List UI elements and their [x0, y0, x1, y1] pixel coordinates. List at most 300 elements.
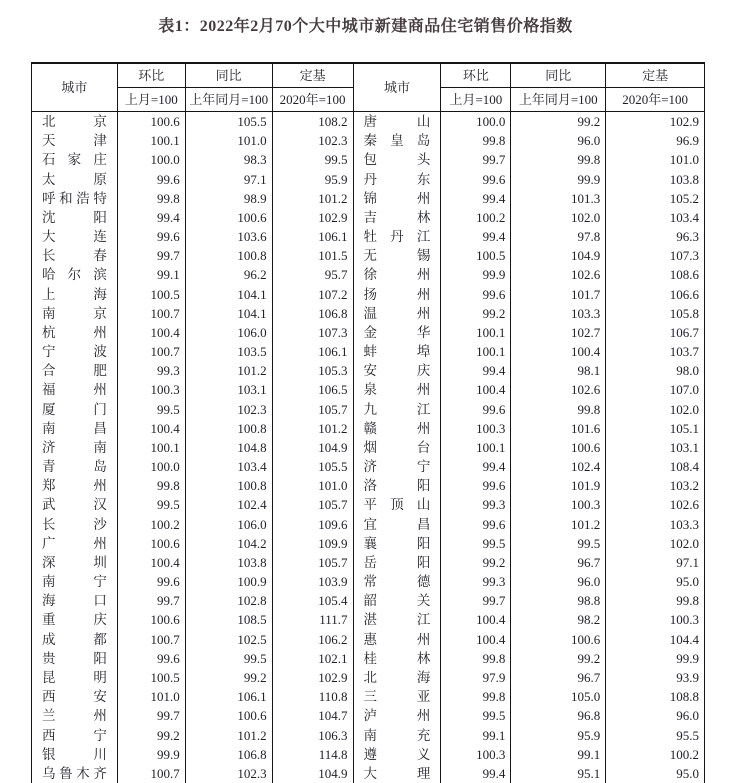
base-value-left: 103.9: [272, 572, 353, 591]
base-value-left: 105.7: [272, 400, 353, 419]
table-row: [32, 687, 705, 706]
city-name-right: 秦皇岛: [353, 131, 441, 150]
mom-value-left: 100.5: [117, 285, 185, 304]
mom-value-left: 100.0: [117, 150, 185, 169]
city-name-right: 蚌埠: [353, 342, 441, 361]
base-value-right: 95.0: [606, 572, 705, 591]
table-row: [32, 610, 705, 629]
base-value-left: 105.7: [272, 495, 353, 514]
city-name-right: 九江: [353, 400, 441, 419]
base-value-left: 111.7: [272, 610, 353, 629]
city-name-left: 成都: [32, 630, 118, 649]
subheader-base-right: 2020年=100: [606, 88, 705, 112]
city-name-right: 洛阳: [353, 476, 441, 495]
table-row: [32, 515, 705, 534]
yoy-value-left: 106.0: [185, 323, 272, 342]
base-value-right: 103.1: [606, 438, 705, 457]
city-name-left: 南昌: [32, 419, 118, 438]
yoy-value-right: 100.3: [511, 495, 606, 514]
table-row: [32, 495, 705, 514]
yoy-value-right: 96.7: [511, 668, 606, 687]
mom-value-right: 99.8: [441, 131, 511, 150]
mom-value-right: 99.6: [441, 400, 511, 419]
yoy-value-right: 98.8: [511, 591, 606, 610]
base-value-left: 106.3: [272, 726, 353, 745]
yoy-value-right: 96.7: [511, 553, 606, 572]
city-name-right: 扬州: [353, 285, 441, 304]
yoy-value-left: 104.1: [185, 304, 272, 323]
base-value-right: 101.0: [606, 150, 705, 169]
yoy-value-right: 99.5: [511, 534, 606, 553]
mom-value-left: 100.3: [117, 380, 185, 399]
yoy-value-left: 106.8: [185, 745, 272, 764]
yoy-value-left: 101.0: [185, 131, 272, 150]
table-row: [32, 150, 705, 169]
city-name-left: 贵阳: [32, 649, 118, 668]
yoy-value-right: 104.9: [511, 246, 606, 265]
base-value-right: 95.0: [606, 764, 705, 783]
base-value-left: 102.9: [272, 668, 353, 687]
yoy-value-right: 98.1: [511, 361, 606, 380]
yoy-value-right: 103.3: [511, 304, 606, 323]
base-value-left: 101.0: [272, 476, 353, 495]
city-name-left: 哈尔滨: [32, 265, 118, 284]
base-value-left: 114.8: [272, 745, 353, 764]
table-row: [32, 170, 705, 189]
base-value-right: 106.6: [606, 285, 705, 304]
yoy-value-right: 102.0: [511, 208, 606, 227]
city-name-right: 泸州: [353, 706, 441, 725]
mom-value-left: 100.4: [117, 553, 185, 572]
base-value-left: 95.7: [272, 265, 353, 284]
yoy-value-left: 103.8: [185, 553, 272, 572]
city-name-left: 昆明: [32, 668, 118, 687]
header-yoy-right: 同比: [511, 63, 606, 88]
mom-value-left: 99.1: [117, 265, 185, 284]
city-name-right: 金华: [353, 323, 441, 342]
table-row: [32, 304, 705, 323]
header-row-main: [32, 63, 705, 88]
table-row: [32, 438, 705, 457]
base-value-left: 105.3: [272, 361, 353, 380]
yoy-value-left: 104.1: [185, 285, 272, 304]
city-name-left: 长沙: [32, 515, 118, 534]
mom-value-left: 99.9: [117, 745, 185, 764]
city-name-right: 南充: [353, 726, 441, 745]
table-row: [32, 764, 705, 783]
yoy-value-left: 106.1: [185, 687, 272, 706]
table-row: [32, 630, 705, 649]
mom-value-left: 100.7: [117, 342, 185, 361]
base-value-left: 108.2: [272, 112, 353, 132]
city-name-left: 重庆: [32, 610, 118, 629]
yoy-value-left: 103.6: [185, 227, 272, 246]
base-value-left: 109.9: [272, 534, 353, 553]
base-value-right: 102.0: [606, 400, 705, 419]
yoy-value-right: 98.2: [511, 610, 606, 629]
mom-value-left: 99.5: [117, 495, 185, 514]
subheader-mom-right: 上月=100: [441, 88, 511, 112]
yoy-value-right: 95.1: [511, 764, 606, 783]
mom-value-left: 99.6: [117, 649, 185, 668]
yoy-value-right: 96.0: [511, 131, 606, 150]
city-name-left: 杭州: [32, 323, 118, 342]
table-row: [32, 361, 705, 380]
mom-value-left: 99.7: [117, 246, 185, 265]
yoy-value-right: 101.9: [511, 476, 606, 495]
table-row: [32, 400, 705, 419]
mom-value-left: 99.4: [117, 208, 185, 227]
header-yoy-left: 同比: [185, 63, 272, 88]
yoy-value-right: 99.2: [511, 112, 606, 132]
city-name-right: 丹东: [353, 170, 441, 189]
base-value-left: 102.1: [272, 649, 353, 668]
mom-value-left: 100.1: [117, 131, 185, 150]
yoy-value-left: 100.8: [185, 246, 272, 265]
yoy-value-right: 101.3: [511, 189, 606, 208]
table-row: [32, 323, 705, 342]
base-value-right: 95.5: [606, 726, 705, 745]
city-name-right: 襄阳: [353, 534, 441, 553]
yoy-value-right: 102.4: [511, 457, 606, 476]
mom-value-left: 100.0: [117, 457, 185, 476]
base-value-left: 102.9: [272, 208, 353, 227]
yoy-value-right: 102.6: [511, 380, 606, 399]
yoy-value-left: 99.2: [185, 668, 272, 687]
base-value-left: 104.7: [272, 706, 353, 725]
base-value-right: 93.9: [606, 668, 705, 687]
mom-value-right: 99.2: [441, 304, 511, 323]
mom-value-right: 99.5: [441, 706, 511, 725]
yoy-value-left: 102.8: [185, 591, 272, 610]
city-name-left: 南宁: [32, 572, 118, 591]
base-value-right: 100.2: [606, 745, 705, 764]
city-name-right: 泉州: [353, 380, 441, 399]
mom-value-right: 99.8: [441, 649, 511, 668]
yoy-value-right: 100.6: [511, 438, 606, 457]
base-value-left: 95.9: [272, 170, 353, 189]
mom-value-left: 99.3: [117, 361, 185, 380]
mom-value-left: 99.2: [117, 726, 185, 745]
yoy-value-right: 101.2: [511, 515, 606, 534]
yoy-value-left: 96.2: [185, 265, 272, 284]
mom-value-right: 100.5: [441, 246, 511, 265]
table-row: [32, 553, 705, 572]
city-name-right: 锦州: [353, 189, 441, 208]
mom-value-right: 99.4: [441, 189, 511, 208]
table-row: [32, 419, 705, 438]
yoy-value-left: 101.2: [185, 361, 272, 380]
mom-value-right: 99.9: [441, 265, 511, 284]
city-name-left: 郑州: [32, 476, 118, 495]
table-row: [32, 112, 705, 132]
base-value-left: 105.4: [272, 591, 353, 610]
base-value-right: 105.1: [606, 419, 705, 438]
base-value-left: 109.6: [272, 515, 353, 534]
mom-value-left: 99.6: [117, 572, 185, 591]
base-value-left: 101.2: [272, 189, 353, 208]
yoy-value-left: 103.1: [185, 380, 272, 399]
base-value-left: 106.8: [272, 304, 353, 323]
yoy-value-right: 96.8: [511, 706, 606, 725]
mom-value-right: 99.4: [441, 764, 511, 783]
table-row: [32, 227, 705, 246]
yoy-value-right: 99.9: [511, 170, 606, 189]
yoy-value-left: 100.6: [185, 208, 272, 227]
table-row: [32, 246, 705, 265]
mom-value-left: 100.5: [117, 668, 185, 687]
mom-value-right: 99.6: [441, 515, 511, 534]
mom-value-left: 100.7: [117, 764, 185, 783]
yoy-value-left: 101.2: [185, 726, 272, 745]
city-name-right: 宜昌: [353, 515, 441, 534]
city-name-left: 北京: [32, 112, 118, 132]
city-name-right: 遵义: [353, 745, 441, 764]
mom-value-right: 99.4: [441, 227, 511, 246]
base-value-right: 103.3: [606, 515, 705, 534]
mom-value-right: 99.2: [441, 553, 511, 572]
mom-value-right: 100.4: [441, 610, 511, 629]
base-value-right: 96.9: [606, 131, 705, 150]
yoy-value-right: 101.6: [511, 419, 606, 438]
city-name-left: 海口: [32, 591, 118, 610]
base-value-left: 107.3: [272, 323, 353, 342]
base-value-right: 106.7: [606, 323, 705, 342]
city-name-left: 武汉: [32, 495, 118, 514]
city-name-right: 吉林: [353, 208, 441, 227]
base-value-right: 100.3: [606, 610, 705, 629]
yoy-value-left: 103.4: [185, 457, 272, 476]
subheader-yoy-right: 上年同月=100: [511, 88, 606, 112]
mom-value-left: 100.4: [117, 419, 185, 438]
city-name-right: 包头: [353, 150, 441, 169]
mom-value-left: 99.7: [117, 591, 185, 610]
table-row: [32, 342, 705, 361]
yoy-value-left: 98.9: [185, 189, 272, 208]
city-name-right: 惠州: [353, 630, 441, 649]
mom-value-right: 97.9: [441, 668, 511, 687]
table-row: [32, 476, 705, 495]
mom-value-left: 100.7: [117, 304, 185, 323]
yoy-value-left: 102.3: [185, 764, 272, 783]
mom-value-left: 100.4: [117, 323, 185, 342]
mom-value-left: 99.8: [117, 476, 185, 495]
yoy-value-left: 104.2: [185, 534, 272, 553]
base-value-left: 104.9: [272, 438, 353, 457]
city-name-right: 温州: [353, 304, 441, 323]
city-name-left: 福州: [32, 380, 118, 399]
mom-value-right: 99.6: [441, 285, 511, 304]
city-name-left: 长春: [32, 246, 118, 265]
city-name-left: 宁波: [32, 342, 118, 361]
yoy-value-left: 108.5: [185, 610, 272, 629]
base-value-left: 102.3: [272, 131, 353, 150]
yoy-value-right: 99.2: [511, 649, 606, 668]
yoy-value-left: 100.8: [185, 419, 272, 438]
table-row: [32, 668, 705, 687]
base-value-right: 104.4: [606, 630, 705, 649]
table-row: [32, 380, 705, 399]
base-value-right: 97.1: [606, 553, 705, 572]
yoy-value-left: 100.8: [185, 476, 272, 495]
base-value-left: 107.2: [272, 285, 353, 304]
city-name-left: 石家庄: [32, 150, 118, 169]
yoy-value-left: 103.5: [185, 342, 272, 361]
mom-value-right: 99.1: [441, 726, 511, 745]
city-name-right: 济宁: [353, 457, 441, 476]
mom-value-right: 100.1: [441, 438, 511, 457]
yoy-value-right: 100.6: [511, 630, 606, 649]
city-name-left: 上海: [32, 285, 118, 304]
base-value-left: 106.1: [272, 227, 353, 246]
city-name-left: 乌鲁木齐: [32, 764, 118, 783]
mom-value-left: 99.7: [117, 706, 185, 725]
table-row: [32, 534, 705, 553]
base-value-right: 102.9: [606, 112, 705, 132]
yoy-value-right: 102.7: [511, 323, 606, 342]
mom-value-right: 99.6: [441, 476, 511, 495]
header-city-right: 城市: [353, 63, 441, 112]
yoy-value-right: 97.8: [511, 227, 606, 246]
table-body: [32, 112, 705, 783]
header-mom-left: 环比: [117, 63, 185, 88]
mom-value-left: 100.2: [117, 515, 185, 534]
base-value-right: 99.9: [606, 649, 705, 668]
city-name-left: 厦门: [32, 400, 118, 419]
base-value-right: 103.2: [606, 476, 705, 495]
base-value-right: 107.3: [606, 246, 705, 265]
yoy-value-right: 102.6: [511, 265, 606, 284]
base-value-right: 107.0: [606, 380, 705, 399]
mom-value-left: 99.6: [117, 170, 185, 189]
mom-value-left: 100.7: [117, 630, 185, 649]
table-header: [32, 63, 705, 112]
table-row: [32, 591, 705, 610]
city-name-left: 太原: [32, 170, 118, 189]
city-name-right: 赣州: [353, 419, 441, 438]
mom-value-right: 99.4: [441, 457, 511, 476]
mom-value-left: 100.6: [117, 112, 185, 132]
yoy-value-left: 97.1: [185, 170, 272, 189]
base-value-right: 103.8: [606, 170, 705, 189]
mom-value-left: 101.0: [117, 687, 185, 706]
yoy-value-right: 101.7: [511, 285, 606, 304]
yoy-value-left: 99.5: [185, 649, 272, 668]
table-title: 表1：2022年2月70个大中城市新建商品住宅销售价格指数: [158, 18, 573, 35]
mom-value-right: 99.8: [441, 687, 511, 706]
yoy-value-left: 102.5: [185, 630, 272, 649]
header-base-left: 定基: [272, 63, 353, 88]
city-name-right: 平顶山: [353, 495, 441, 514]
mom-value-left: 100.1: [117, 438, 185, 457]
mom-value-right: 100.3: [441, 419, 511, 438]
city-name-right: 韶关: [353, 591, 441, 610]
header-mom-right: 环比: [441, 63, 511, 88]
city-name-left: 大连: [32, 227, 118, 246]
yoy-value-right: 105.0: [511, 687, 606, 706]
table-row: [32, 649, 705, 668]
yoy-value-right: 99.8: [511, 150, 606, 169]
yoy-value-right: 95.9: [511, 726, 606, 745]
yoy-value-left: 102.3: [185, 400, 272, 419]
header-base-right: 定基: [606, 63, 705, 88]
base-value-left: 110.8: [272, 687, 353, 706]
city-name-left: 西安: [32, 687, 118, 706]
city-name-right: 大理: [353, 764, 441, 783]
base-value-right: 103.7: [606, 342, 705, 361]
city-name-right: 常德: [353, 572, 441, 591]
mom-value-right: 100.1: [441, 323, 511, 342]
base-value-right: 105.2: [606, 189, 705, 208]
base-value-right: 96.0: [606, 706, 705, 725]
mom-value-right: 99.7: [441, 150, 511, 169]
city-name-left: 西宁: [32, 726, 118, 745]
city-name-right: 桂林: [353, 649, 441, 668]
table-row: [32, 285, 705, 304]
mom-value-right: 99.3: [441, 495, 511, 514]
city-name-right: 唐山: [353, 112, 441, 132]
mom-value-left: 100.6: [117, 534, 185, 553]
city-name-right: 湛江: [353, 610, 441, 629]
city-name-right: 岳阳: [353, 553, 441, 572]
city-name-left: 兰州: [32, 706, 118, 725]
base-value-left: 104.9: [272, 764, 353, 783]
table-row: [32, 745, 705, 764]
city-name-left: 深圳: [32, 553, 118, 572]
table-row: [32, 457, 705, 476]
mom-value-left: 99.5: [117, 400, 185, 419]
mom-value-right: 100.3: [441, 745, 511, 764]
city-name-right: 无锡: [353, 246, 441, 265]
city-name-left: 银川: [32, 745, 118, 764]
mom-value-left: 99.6: [117, 227, 185, 246]
table-row: [32, 572, 705, 591]
city-name-right: 北海: [353, 668, 441, 687]
yoy-value-right: 99.1: [511, 745, 606, 764]
base-value-left: 101.2: [272, 419, 353, 438]
yoy-value-left: 100.9: [185, 572, 272, 591]
yoy-value-left: 98.3: [185, 150, 272, 169]
yoy-value-right: 96.0: [511, 572, 606, 591]
mom-value-right: 99.5: [441, 534, 511, 553]
table-row: [32, 189, 705, 208]
city-name-left: 合肥: [32, 361, 118, 380]
mom-value-left: 99.8: [117, 189, 185, 208]
table-row: [32, 726, 705, 745]
mom-value-right: 99.3: [441, 572, 511, 591]
mom-value-right: 100.0: [441, 112, 511, 132]
base-value-left: 101.5: [272, 246, 353, 265]
city-name-right: 烟台: [353, 438, 441, 457]
base-value-right: 98.0: [606, 361, 705, 380]
header-city-left: 城市: [32, 63, 118, 112]
city-name-right: 牡丹江: [353, 227, 441, 246]
mom-value-right: 100.4: [441, 630, 511, 649]
base-value-right: 108.4: [606, 457, 705, 476]
base-value-right: 105.8: [606, 304, 705, 323]
city-name-right: 安庆: [353, 361, 441, 380]
mom-value-right: 100.2: [441, 208, 511, 227]
table-row: [32, 265, 705, 284]
city-name-right: 徐州: [353, 265, 441, 284]
table-row: [32, 706, 705, 725]
base-value-left: 106.1: [272, 342, 353, 361]
yoy-value-left: 105.5: [185, 112, 272, 132]
city-name-left: 广州: [32, 534, 118, 553]
yoy-value-left: 104.8: [185, 438, 272, 457]
base-value-right: 108.8: [606, 687, 705, 706]
table-row: [32, 131, 705, 150]
